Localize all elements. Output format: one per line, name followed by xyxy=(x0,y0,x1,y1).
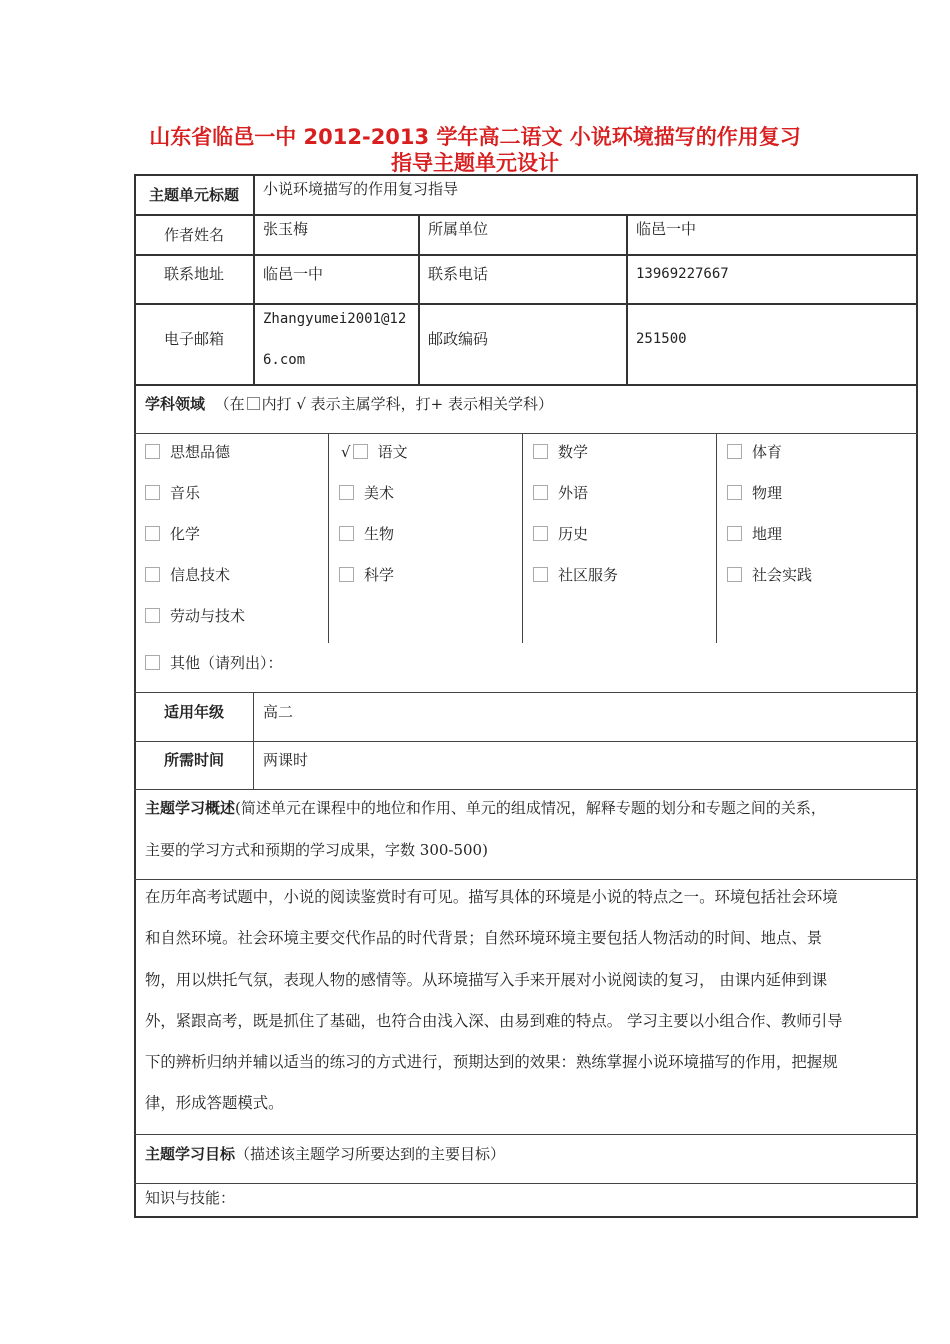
subject-label: 地理 xyxy=(752,525,783,543)
col-divider xyxy=(253,692,254,789)
email-label: 电子邮箱 xyxy=(163,330,224,348)
subject-option[interactable] xyxy=(727,483,782,503)
checkbox-icon[interactable] xyxy=(353,444,368,459)
row-divider xyxy=(134,303,918,305)
author-label: 作者姓名 xyxy=(163,226,224,244)
row-divider xyxy=(134,214,918,216)
subject-header-note-b: 内打 √ 表示主属学科，打+ 表示相关学科） xyxy=(261,395,554,413)
subject-option[interactable] xyxy=(339,483,394,503)
checkbox-icon[interactable] xyxy=(533,485,548,500)
goals-first-item: 知识与技能： xyxy=(145,1189,236,1207)
grade-value: 高二 xyxy=(263,703,294,721)
subject-option[interactable] xyxy=(727,565,812,585)
checkbox-icon[interactable] xyxy=(727,526,742,541)
subject-label: 语文 xyxy=(377,443,408,461)
overview-body-line: 和自然环境。社会环境主要交代作品的时代背景；自然环境环境主要包括人物活动的时间、地点、景 xyxy=(145,929,823,948)
address-label: 联系地址 xyxy=(163,265,224,283)
email-value-line2: 6.com xyxy=(263,352,306,368)
phone-label: 联系电话 xyxy=(428,265,489,283)
author-value: 张玉梅 xyxy=(263,220,309,238)
row-divider xyxy=(134,254,918,256)
col-divider xyxy=(418,214,420,384)
subject-label: 数学 xyxy=(558,443,589,461)
subject-label: 社会实践 xyxy=(752,566,813,584)
document-title-line2: 指导主题单元设计 xyxy=(391,151,559,175)
topic-label: 主题单元标题 xyxy=(148,186,239,204)
address-value: 临邑一中 xyxy=(263,265,324,283)
col-divider xyxy=(328,433,329,643)
row-divider xyxy=(134,384,918,386)
subject-header-note-a: （在 xyxy=(214,395,245,413)
checkbox-icon[interactable] xyxy=(145,444,160,459)
subject-label: 社区服务 xyxy=(558,566,619,584)
checkbox-icon[interactable] xyxy=(339,526,354,541)
unit-label: 所属单位 xyxy=(428,220,489,238)
overview-label: 主题学习概述 xyxy=(145,799,236,817)
phone-value: 13969227667 xyxy=(636,266,729,282)
subject-option[interactable] xyxy=(533,442,588,462)
topic-value: 小说环境描写的作用复习指导 xyxy=(263,180,459,198)
overview-header-line1 xyxy=(145,798,826,818)
col-divider xyxy=(626,214,628,384)
subject-label: 美术 xyxy=(364,484,395,502)
subject-label: 科学 xyxy=(364,566,395,584)
overview-desc-line1: (简述单元在课程中的地位和作用、单元的组成情况，解释专题的划分和专题之间的关系， xyxy=(235,799,826,817)
row-divider xyxy=(134,1183,918,1184)
overview-body-line: 下的辨析归纳并辅以适当的练习的方式进行，预期达到的效果：熟练掌握小说环境描写的作用，把握规 xyxy=(145,1053,838,1072)
time-value: 两课时 xyxy=(263,751,309,769)
goals-desc: （描述该主题学习所要达到的主要目标） xyxy=(235,1145,506,1163)
checkbox-icon[interactable] xyxy=(145,526,160,541)
checkbox-icon[interactable] xyxy=(727,485,742,500)
subject-option[interactable] xyxy=(339,524,394,544)
checkbox-icon[interactable] xyxy=(145,567,160,582)
grade-label: 适用年级 xyxy=(163,703,224,721)
subject-option[interactable] xyxy=(145,442,230,462)
checkbox-icon[interactable] xyxy=(145,608,160,623)
row-divider xyxy=(134,789,918,790)
subject-option[interactable] xyxy=(145,606,245,626)
subject-header-label: 学科领域 xyxy=(145,395,206,413)
subject-label: 音乐 xyxy=(170,484,201,502)
col-divider xyxy=(253,174,255,384)
overview-body-line: 物，用以烘托气氛，表现人物的感情等。从环境描写入手来开展对小说阅读的复习， 由课内延伸到课 xyxy=(145,970,828,989)
overview-body-line: 外，紧跟高考，既是抓住了基础，也符合由浅入深、由易到难的特点。 学习主要以小组合作、教师引导 xyxy=(145,1011,843,1030)
subject-label: 外语 xyxy=(558,484,589,502)
subject-option[interactable] xyxy=(727,442,782,462)
time-label: 所需时间 xyxy=(163,751,224,769)
subject-option[interactable] xyxy=(533,524,588,544)
check-mark-icon: √ xyxy=(341,443,351,461)
overview-body-line: 律，形成答题模式。 xyxy=(145,1094,284,1113)
subject-label: 其他（请列出）： xyxy=(170,654,283,672)
subject-label: 信息技术 xyxy=(170,566,231,584)
goals-header xyxy=(145,1144,505,1164)
postcode-value: 251500 xyxy=(636,331,687,347)
checkbox-icon[interactable] xyxy=(533,444,548,459)
checkbox-icon[interactable] xyxy=(533,526,548,541)
subject-option[interactable] xyxy=(145,565,230,585)
checkbox-icon[interactable] xyxy=(145,485,160,500)
goals-label: 主题学习目标 xyxy=(145,1145,236,1163)
subject-label: 物理 xyxy=(752,484,783,502)
postcode-label: 邮政编码 xyxy=(428,330,489,348)
email-value-line1: Zhangyumei2001@12 xyxy=(263,311,407,327)
checkbox-icon[interactable] xyxy=(533,567,548,582)
subject-option[interactable] xyxy=(533,565,618,585)
subject-label: 思想品德 xyxy=(170,443,231,461)
subject-label: 体育 xyxy=(752,443,783,461)
col-divider xyxy=(522,433,523,643)
overview-body-line: 在历年高考试题中，小说的阅读鉴赏时有可见。描写具体的环境是小说的特点之一。环境包括社会环境 xyxy=(145,888,838,906)
checkbox-icon[interactable] xyxy=(145,655,160,670)
subject-option[interactable] xyxy=(145,524,200,544)
subject-header xyxy=(145,394,553,414)
row-divider xyxy=(134,433,918,434)
subject-label: 化学 xyxy=(170,525,201,543)
overview-body xyxy=(145,877,842,1125)
subject-option-other[interactable] xyxy=(145,653,283,673)
checkbox-icon[interactable] xyxy=(727,567,742,582)
checkbox-icon[interactable] xyxy=(339,485,354,500)
document-title-line1: 山东省临邑一中 2012-2013 学年高二语文 小说环境描写的作用复习 xyxy=(149,125,801,149)
subject-label: 生物 xyxy=(364,525,395,543)
checkbox-icon[interactable] xyxy=(339,567,354,582)
checkbox-icon[interactable] xyxy=(727,444,742,459)
row-divider xyxy=(134,1134,918,1135)
subject-label: 劳动与技术 xyxy=(170,607,246,625)
subject-option[interactable] xyxy=(339,565,394,585)
row-divider xyxy=(134,741,918,742)
overview-desc-line2: 主要的学习方式和预期的学习成果，字数 300-500) xyxy=(145,841,488,859)
subject-option[interactable] xyxy=(533,483,588,503)
col-divider xyxy=(716,433,717,643)
subject-option[interactable] xyxy=(727,524,782,544)
subject-option-main[interactable] xyxy=(341,442,408,462)
subject-label: 历史 xyxy=(558,525,589,543)
checkbox-sample-icon xyxy=(247,397,260,410)
unit-value: 临邑一中 xyxy=(636,220,697,238)
row-divider xyxy=(134,692,918,693)
subject-option[interactable] xyxy=(145,483,200,503)
